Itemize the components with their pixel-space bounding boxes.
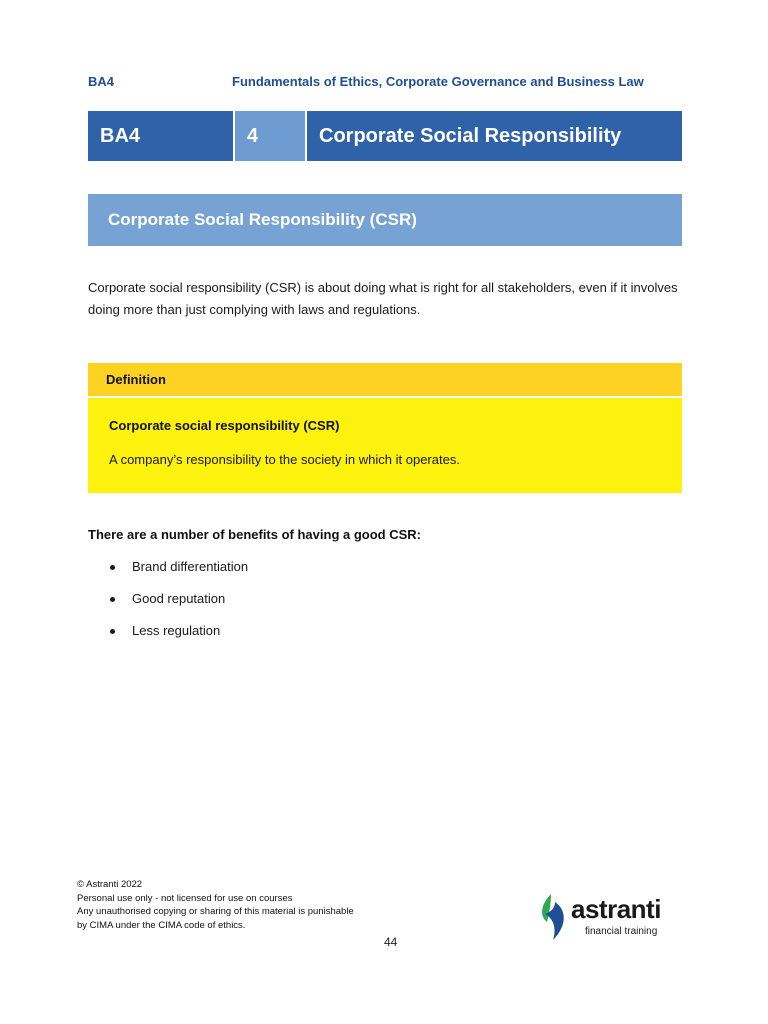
warning-line-2: by CIMA under the CIMA code of ethics. (77, 919, 246, 931)
banner-chapter-number: 4 (235, 111, 305, 161)
list-item (110, 622, 248, 654)
copyright-notice (77, 878, 354, 932)
list-item-label: Brand differentiation (132, 559, 249, 574)
bullet-icon (110, 629, 115, 634)
benefits-list (110, 558, 248, 654)
banner-chapter-title: Corporate Social Responsibility (307, 111, 682, 161)
list-item (110, 590, 248, 622)
leaf-icon (537, 892, 569, 942)
running-header-code: BA4 (88, 74, 115, 89)
list-item-label: Less regulation (132, 623, 221, 638)
section-title: Corporate Social Responsibility (CSR) (88, 194, 682, 246)
definition-box (88, 398, 682, 493)
banner-paper-code: BA4 (88, 111, 233, 161)
license-line: Personal use only - not licensed for use on courses (77, 892, 293, 904)
intro-paragraph: Corporate social responsibility (CSR) is about doing what is right for all stakeholders, even if it involves doing more than just complying with laws and regulations. (88, 280, 678, 317)
definition-text: A company’s responsibility to the society in which it operates. (109, 452, 460, 467)
logo-wordmark: astranti (571, 894, 661, 924)
list-item-label: Good reputation (132, 591, 226, 606)
list-item (110, 558, 248, 590)
bullet-icon (110, 597, 115, 602)
definition-label: Definition (88, 363, 682, 396)
running-header-subject: Fundamentals of Ethics, Corporate Governance and Business Law (232, 74, 644, 89)
benefits-heading: There are a number of benefits of having a good CSR: (88, 527, 421, 542)
bullet-icon (110, 565, 115, 570)
definition-term: Corporate social responsibility (CSR) (109, 418, 340, 433)
chapter-banner (88, 111, 682, 161)
copyright-line: © Astranti 2022 (77, 879, 143, 890)
logo-tagline: financial training (585, 926, 658, 937)
astranti-logo (537, 892, 667, 944)
warning-line: Any unauthorised copying or sharing of this material is punishable (77, 906, 354, 917)
page-number: 44 (384, 935, 398, 949)
